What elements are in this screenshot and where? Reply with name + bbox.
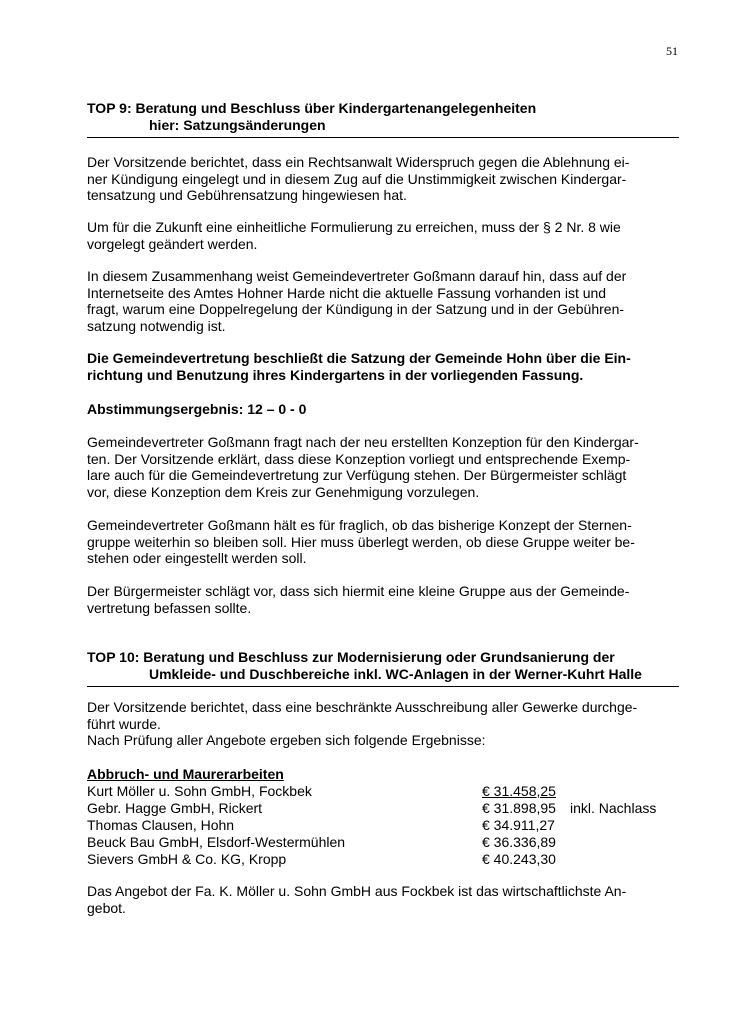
top9-label: TOP 9: [87, 100, 136, 116]
text-line: Das Angebot der Fa. K. Möller u. Sohn GmbH aus Fockbek ist das wirtschaftlichste An- [87, 883, 627, 899]
top9-vote-result: Abstimmungsergebnis: 12 – 0 - 0 [87, 401, 307, 417]
text-line: gebot. [87, 899, 126, 916]
text-line: Die Gemeindevertretung beschließt die Satzung der Gemeinde Hohn über die Ein- [87, 350, 631, 366]
page-number: 51 [666, 44, 678, 58]
table-row [87, 834, 679, 851]
bid-table-title: Abbruch- und Maurerarbeiten [87, 766, 284, 782]
top9-title-line1: Beratung und Beschluss über Kindergartenangelegenheiten [135, 100, 537, 116]
bid-amount: € 31.898,95 [482, 800, 556, 816]
bidder-name: Kurt Möller u. Sohn GmbH, Fockbek [87, 783, 312, 799]
text-line: tensatzung und Gebührensatzung hingewiesen hat. [87, 187, 407, 203]
text-line: vertretung befassen sollte. [87, 599, 252, 616]
table-row [87, 851, 679, 868]
text-line: führt wurde. [87, 715, 161, 732]
text-line: fragt, warum eine Doppelregelung der Kündigung in der Satzung und in der Gebühren- [87, 301, 625, 317]
text-line: stehen oder eingestellt werden soll. [87, 550, 307, 566]
bidder-name: Beuck Bau GmbH, Elsdorf-Westermühlen [87, 834, 346, 850]
top10-label: TOP 10: [87, 649, 144, 665]
top9-paragraph-6 [87, 583, 679, 616]
text-line: Der Bürgermeister schlägt vor, dass sich hiermit eine kleine Gruppe aus der Gemeinde- [87, 583, 630, 599]
text-line: lare auch für die Gemeindevertretung zur Verfügung stehen. Der Bürgermeister schlägt [87, 467, 627, 483]
text-line: gruppe weiterhin so bleiben soll. Hier muss überlegt werden, ob diese Gruppe weiter be- [87, 533, 635, 550]
top10-paragraph-2 [87, 883, 679, 916]
text-line: Der Vorsitzende berichtet, dass ein Rechtsanwalt Widerspruch gegen die Ablehnung ei- [87, 154, 630, 170]
text-line: vorgelegt geändert werden. [87, 235, 258, 252]
text-line: Gemeindevertreter Goßmann fragt nach der neu erstellten Konzeption für den Kindergar- [87, 434, 639, 450]
text-line: Gemeindevertreter Goßmann hält es für fraglich, ob das bisherige Konzept der Sternen- [87, 517, 632, 533]
top10-paragraph-1 [87, 699, 679, 749]
bidder-name: Thomas Clausen, Hohn [87, 817, 235, 833]
bid-amount: € 34.911,27 [482, 817, 555, 833]
top10-heading [87, 649, 679, 687]
text-line: Der Vorsitzende berichtet, dass eine beschränkte Ausschreibung aller Gewerke durchge- [87, 699, 638, 715]
text-line: Um für die Zukunft eine einheitliche Formulierung zu erreichen, muss der § 2 Nr. 8 wie [87, 219, 621, 235]
text-line: Internetseite des Amtes Hohner Harde nicht die aktuelle Fassung vorhanden ist und [87, 284, 607, 301]
table-row [87, 817, 679, 834]
text-line: satzung notwendig ist. [87, 317, 226, 334]
top9-paragraph-5 [87, 517, 679, 567]
text-line: Nach Prüfung aller Angebote ergeben sich folgende Ergebnisse: [87, 732, 486, 748]
top10-title-line1: Beratung und Beschluss zur Modernisierung oder Grundsanierung der [143, 649, 615, 665]
top9-heading [87, 100, 679, 138]
bid-amount: € 40.243,30 [482, 851, 556, 867]
top9-paragraph-4 [87, 434, 679, 500]
bid-note: inkl. Nachlass [570, 800, 657, 816]
table-row [87, 800, 679, 817]
top10-title-line2: Umkleide- und Duschbereiche inkl. WC-Anlagen in der Werner-Kuhrt Halle [149, 666, 642, 682]
text-line: ner Kündigung eingelegt und in diesem Zug auf die Unstimmigkeit zwischen Kindergar- [87, 170, 627, 187]
top9-paragraph-3 [87, 268, 679, 334]
bid-amount: € 36.336,89 [482, 834, 556, 850]
top9-title-line2: hier: Satzungsänderungen [149, 117, 326, 133]
text-line: richtung und Benutzung ihres Kindergartens in der vorliegenden Fassung. [87, 366, 584, 383]
text-line: vor, diese Konzeption dem Kreis zur Genehmigung vorzulegen. [87, 483, 480, 500]
top9-resolution [87, 350, 679, 383]
top9-paragraph-1 [87, 154, 679, 204]
table-row [87, 783, 679, 800]
text-line: ten. Der Vorsitzende erklärt, dass diese Konzeption vorliegt und entsprechende Exemp- [87, 450, 631, 467]
bidder-name: Sievers GmbH & Co. KG, Kropp [87, 851, 287, 867]
top9-paragraph-2 [87, 219, 679, 252]
bid-amount: € 31.458,25 [482, 783, 556, 799]
bidder-name: Gebr. Hagge GmbH, Rickert [87, 800, 263, 816]
text-line: In diesem Zusammenhang weist Gemeindevertreter Goßmann darauf hin, dass auf der [87, 268, 627, 284]
